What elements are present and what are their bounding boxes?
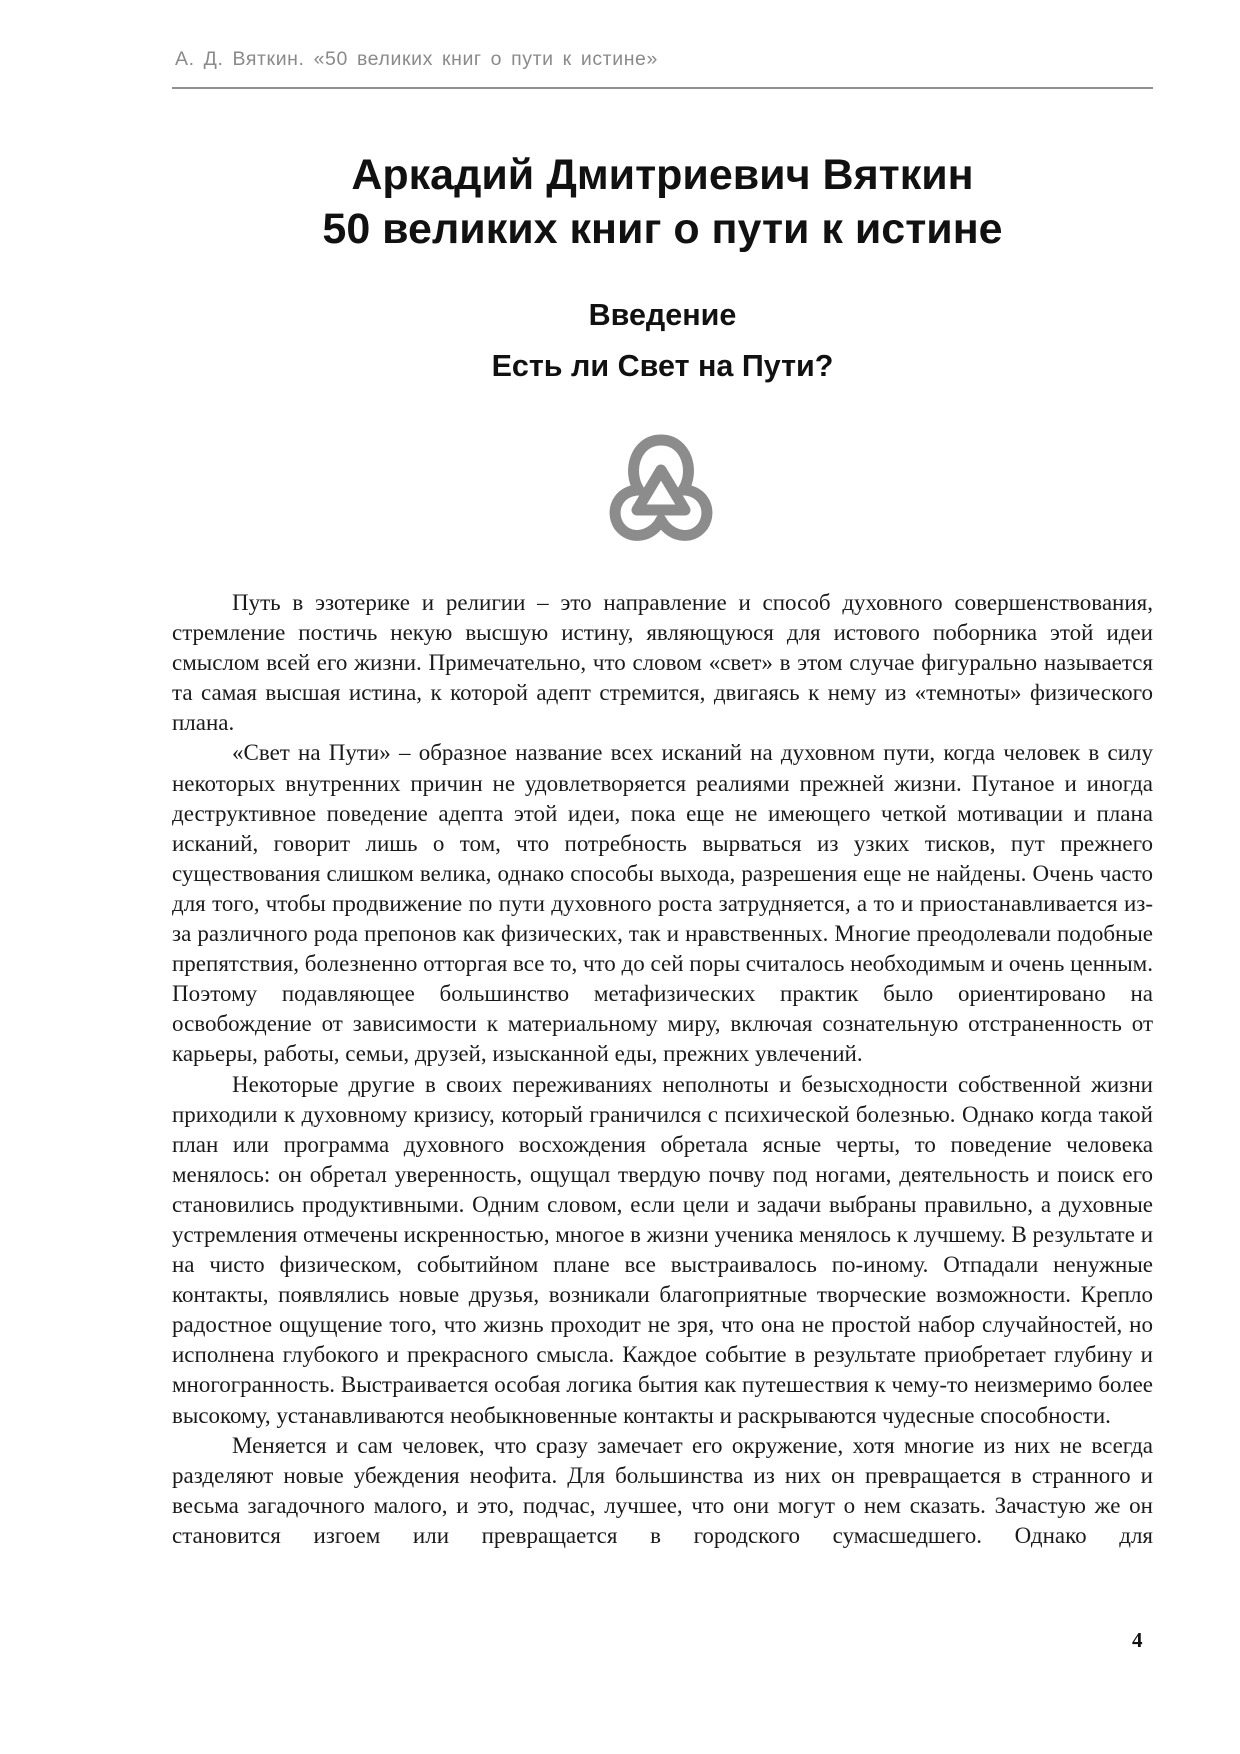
body-text	[172, 588, 1153, 1551]
header-divider	[172, 87, 1153, 89]
paragraph-1: Путь в эзотерике и религии – это направление и способ духовного совершенствования, стремление постичь некую высшую истину, являющуюся для истового поборника этой идеи смыслом всей его жизни. Примечательно, что словом «свет» в этом случае фигурально называется та самая высшая истина, к которой адепт стремится, двигаясь к нему из «темноты» физического плана.	[172, 590, 1153, 736]
section-title	[172, 290, 1153, 392]
section-heading: Введение	[588, 298, 737, 332]
paragraph-4: Меняется и сам человек, что сразу замечает его окружение, хотя многие из них не всегда разделяют новые убеждения неофита. Для большинства из них он превращается в странного и весьма загадочного малого, и это, подчас, лучшее, что они могут о нем сказать. Зачастую же он становится изгоем или превращается в городского сумасшедшего. Однако для	[172, 1432, 1153, 1548]
paragraph-2: «Свет на Пути» – образное название всех исканий на духовном пути, когда человек в силу некоторых внутренних причин не удовлетворяется реалиями прежней жизни. Путаное и иногда деструктивное поведение адепта этой идеи, пока еще не имеющего четкой мотивации и плана исканий, говорит лишь о том, что потребность вырваться из узких тисков, пут прежнего существования слишком велика, однако способы выхода, разрешения еще не найдены. Очень часто для того, чтобы продвижение по пути духовного роста затрудняется, а то и приостанавливается из-за различного рода препонов как физических, так и нравственных. Многие преодолевали подобные препятствия, болезненно отторгая все то, что до сей поры считалось необходимым и очень ценным. Поэтому подавляющее большинство метафизических практик было ориентировано на освобождение от зависимости к материальному миру, включая сознательную отстраненность от карьеры, работы, семьи, друзей, изысканной еды, прежних увлечений.	[172, 740, 1153, 1067]
running-header: А. Д. Вяткин. «50 великих книг о пути к истине»	[175, 48, 658, 70]
book-title	[172, 148, 1153, 256]
paragraph-3: Некоторые другие в своих переживаниях неполноты и безысходности собственной жизни приходили к духовному кризису, который граничился с психической болезнью. Однако когда такой план или программа духовного восхождения обретала ясные черты, то поведение человека менялось: он обретал уверенность, ощущал твердую почву под ногами, деятельность и поиск его становились продуктивными. Одним словом, если цели и задачи выбраны правильно, а духовные устремления отмечены искренностью, многое в жизни ученика менялось к лучшему. В результате и на чисто физическом, событийном плане все выстраивалось по-иному. Отпадали ненужные контакты, появлялись новые друзья, возникали благоприятные творческие возможности. Крепло радостное ощущение того, что жизнь проходит не зря, что она не простой набор случайностей, но исполнена глубокого и прекрасного смысла. Каждое событие в результате приобретает глубину и многогранность. Выстраивается особая логика бытия как путешествия к чему-то неизмеримо более высокому, устанавливаются необыкновенные контакты и раскрываются чудесные способности.	[172, 1071, 1153, 1428]
book-name: 50 великих книг о пути к истине	[322, 205, 1003, 253]
author-name: Аркадий Дмитриевич Вяткин	[351, 151, 974, 199]
page-number: 4	[1132, 1628, 1143, 1652]
triquetra-triangle-emblem-icon	[605, 432, 717, 542]
section-subheading: Есть ли Свет на Пути?	[491, 349, 834, 383]
